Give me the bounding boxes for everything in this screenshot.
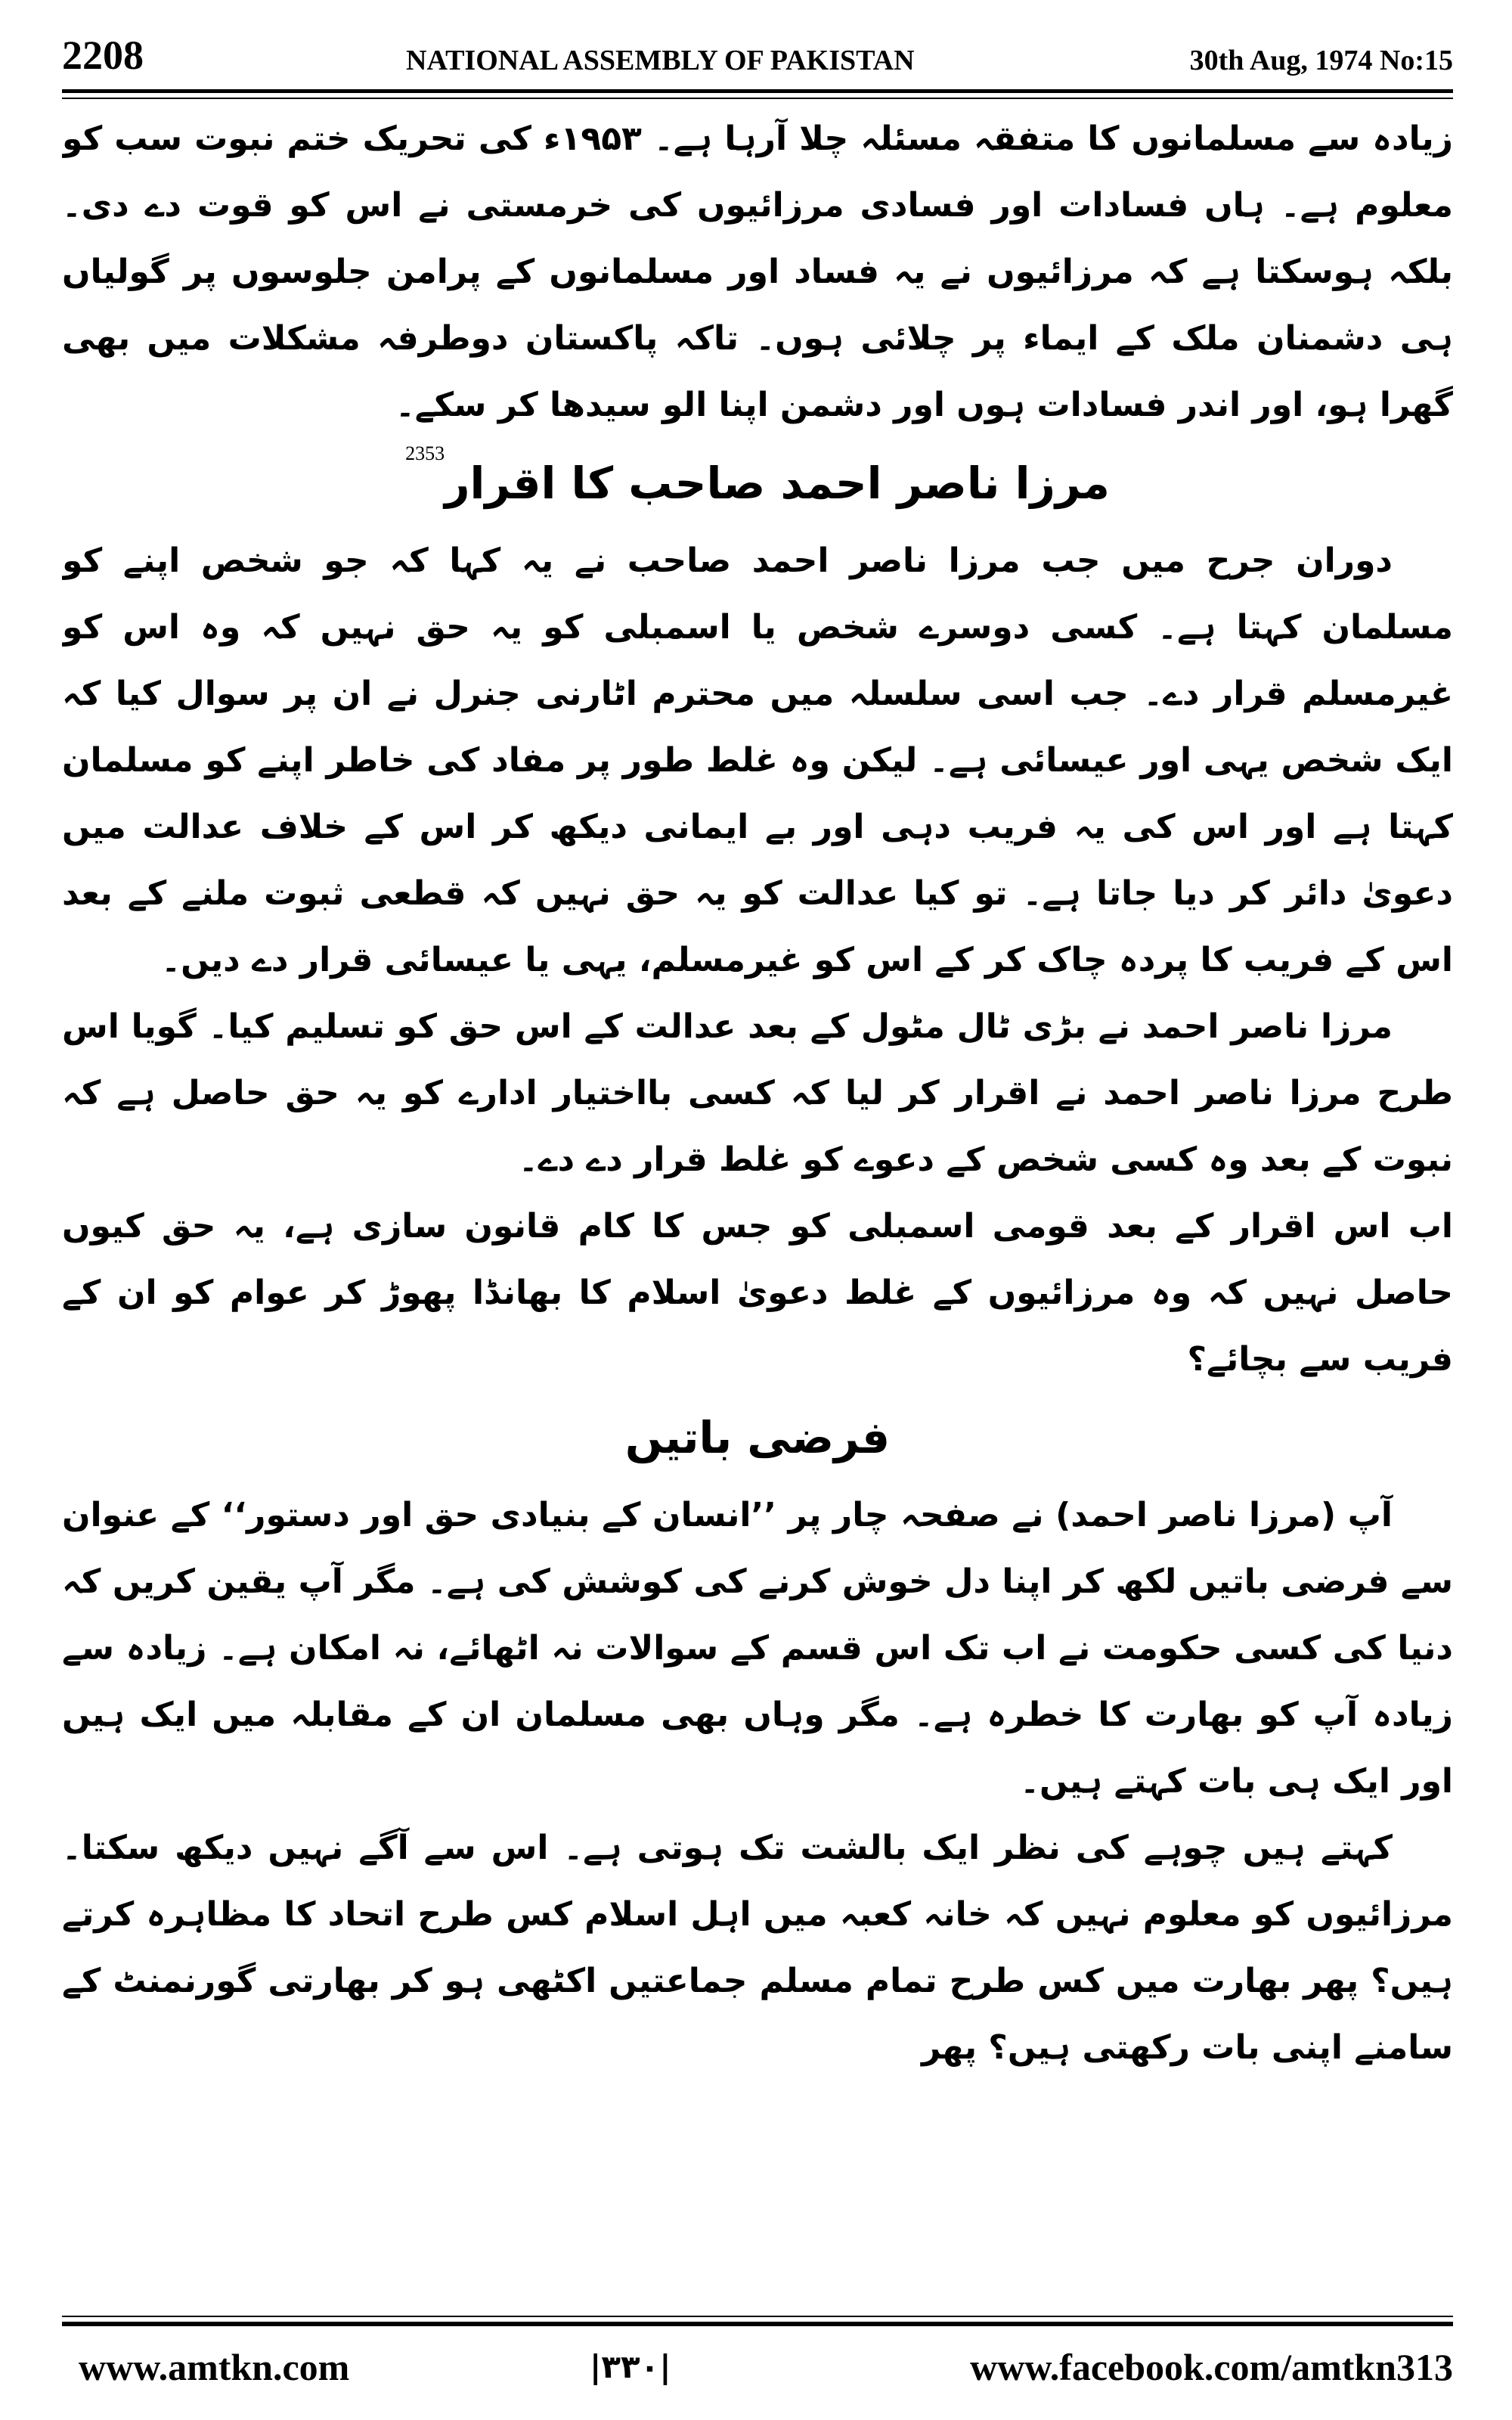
book-page-number: |۳۳۰|: [590, 2348, 671, 2385]
header-rule-thin: [62, 98, 1453, 99]
running-date: 30th Aug, 1974 No:15: [1189, 45, 1453, 76]
paragraph-3: مرزا ناصر احمد نے بڑی ٹال مٹول کے بعد عدالت کے اس حق کو تسلیم کیا۔ گویا اس طرح مرزا ناصر احمد نے اقرار کر لیا کہ کسی بااختیار ادارے کو یہ حق حاصل ہے کہ نبوت کے بعد وہ کسی شخص کے دعوے کو غلط قرار دے دے۔: [62, 1007, 1453, 1179]
page-number: 2208: [62, 33, 144, 78]
section-heading-2: فرضی باتیں: [624, 1412, 891, 1463]
website-link[interactable]: www.amtkn.com: [79, 2346, 350, 2388]
facebook-link[interactable]: www.facebook.com/amtkn313: [970, 2346, 1453, 2388]
paragraph-5: آپ (مرزا ناصر احمد) نے صفحہ چار پر ’’انسان کے بنیادی حق اور دستور‘‘ کے عنوان سے فرضی باتیں لکھ کر اپنا دل خوش کرنے کی کوشش کی ہے۔ مگر آپ یقین کریں کہ دنیا کی کسی حکومت نے اب تک اس قسم کے سوالات نہ اٹھائے، نہ امکان ہے۔ زیادہ سے زیادہ آپ کو بھارت کا خطرہ ہے۔ مگر وہاں بھی مسلمان ان کے مقابلہ میں ایک ہیں اور ایک ہی بات کہتے ہیں۔: [62, 1496, 1453, 1801]
page-header: [62, 29, 1453, 89]
section-heading-1-text: مرزا ناصر احمد صاحب کا اقرار: [445, 458, 1110, 509]
footer-rule-thin: [62, 2316, 1453, 2317]
paragraph-2: دوران جرح میں جب مرزا ناصر احمد صاحب نے یہ کہا کہ جو شخص اپنے کو مسلمان کہتا ہے۔ کسی دوسرے شخص یا اسمبلی کو یہ حق نہیں کہ وہ اس کو غیرمسلم قرار دے۔ جب اسی سلسلہ میں محترم اٹارنی جنرل نے ان پر سوال کیا کہ ایک شخص یہی اور عیسائی ہے۔ لیکن وہ غلط طور پر مفاد کی خاطر اپنے کو مسلمان کہتا ہے اور اس کی یہ فریب دہی اور بے ایمانی دیکھ کر اس کے خلاف عدالت میں دعویٰ دائر کر دیا جاتا ہے۔ تو کیا عدالت کو یہ حق نہیں کہ قطعی ثبوت ملنے کے بعد اس کے فریب کا پردہ چاک کر کے اس کو غیرمسلم، یہی یا عیسائی قرار دے دیں۔: [62, 541, 1453, 979]
section-heading-1-ref: 2353: [405, 442, 445, 464]
paragraph-4: اب اس اقرار کے بعد قومی اسمبلی کو جس کا کام قانون سازی ہے، یہ حق کیوں حاصل نہیں کہ وہ مرزائیوں کے غلط دعویٰ اسلام کا بھانڈا پھوڑ کر عوام کو ان کے فریب سے بچائے؟: [62, 1207, 1453, 1379]
running-head: NATIONAL ASSEMBLY OF PAKISTAN: [406, 45, 915, 76]
paragraph-6: کہتے ہیں چوہے کی نظر ایک بالشت تک ہوتی ہے۔ اس سے آگے نہیں دیکھ سکتا۔ مرزائیوں کو معلوم نہیں کہ خانہ کعبہ میں اہل اسلام کس طرح اتحاد کا مظاہرہ کرتے ہیں؟ پھر بھارت میں کس طرح تمام مسلم جماعتیں اکٹھی ہو کر بھارتی گورنمنٹ کے سامنے اپنی بات رکھتی ہیں؟ پھر: [62, 1829, 1453, 2067]
section-heading-1: [62, 439, 1453, 528]
paragraph-1: زیادہ سے مسلمانوں کا متفقہ مسئلہ چلا آرہا ہے۔ ۱۹۵۳ء کی تحریک ختم نبوت سب کو معلوم ہے۔ ہاں فسادات اور فسادی مرزائیوں کی خرمستی نے اس کو قوت دے دی۔ بلکہ ہوسکتا ہے کہ مرزائیوں نے یہ فساد اور مسلمانوں کے پرامن جلوسوں پر گولیاں ہی دشمنان ملک کے ایماء پر چلائی ہوں۔ تاکہ پاکستان دوطرفہ مشکلات میں بھی گھرا ہو، اور اندر فسادات ہوں اور دشمن اپنا الو سیدھا کر سکے۔: [62, 119, 1453, 424]
page-footer: [62, 2337, 1453, 2397]
body-text: [62, 106, 1453, 2307]
footer-rule-thick: [62, 2322, 1453, 2326]
header-rule-thick: [62, 89, 1453, 93]
